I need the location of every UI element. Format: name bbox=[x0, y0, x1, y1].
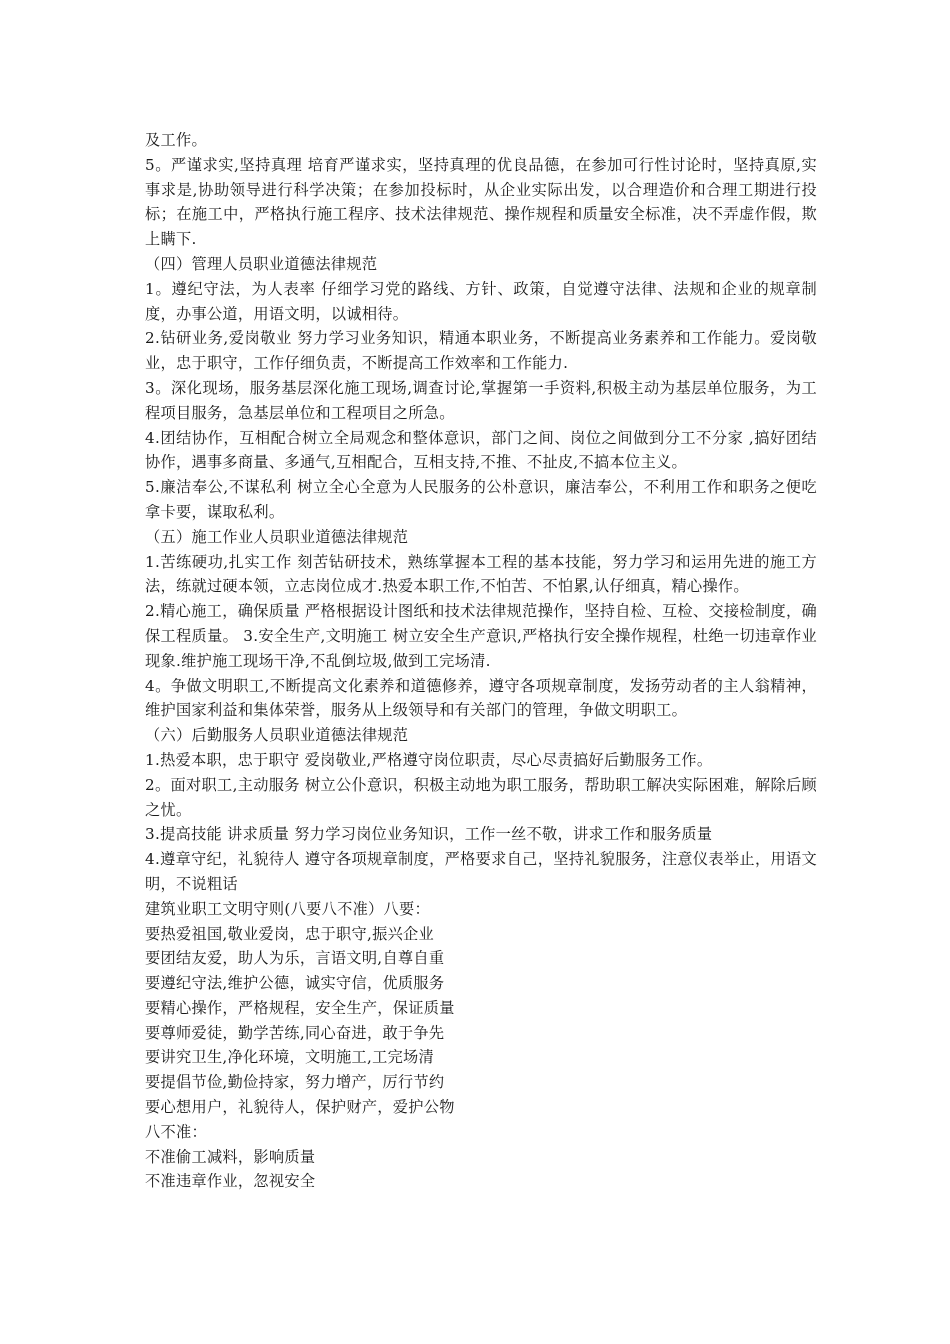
paragraph-item-5-truth: 5。严谨求实,坚持真理 培育严谨求实，坚持真理的优良品德，在参加可行性讨论时，坚持真原,实事求是,协助领导进行科学决策；在参加投标时，从企业实际出发，以合理造价和合理工期进行投标；在施工中，严格执行施工程序、技术法律规范、操作规程和质量安全标准，决不弄虚作假，欺上瞒下. bbox=[145, 155, 817, 249]
paragraph-work-4: 4。争做文明职工,不断提高文化素养和道德修养，遵守各项规章制度，发扬劳动者的主人翁精神，维护国家利益和集体荣誉，服务从上级领导和有关部门的管理，争做文明职工。 bbox=[145, 676, 817, 720]
document-body bbox=[145, 128, 817, 1194]
paragraph-continuation: 及工作。 bbox=[145, 131, 207, 149]
paragraph-mgmt-5: 5.廉洁奉公,不谋私利 树立全心全意为人民服务的公朴意识，廉洁奉公，不利用工作和职务之便吃拿卡要，谋取私利。 bbox=[145, 478, 817, 521]
code-heading: 建筑业职工文明守则(八要八不准）八要： bbox=[145, 899, 430, 918]
list-item-do-8: 要心想用户，礼貌待人，保护财产，爱护公物 bbox=[145, 1098, 455, 1117]
section-heading-5: （五）施工作业人员职业道德法律规范 bbox=[145, 527, 409, 546]
list-item-do-4: 要精心操作，严格规程，安全生产，保证质量 bbox=[145, 998, 455, 1017]
paragraph-service-2: 2。面对职工,主动服务 树立公仆意识，积极主动地为职工服务，帮助职工解决实际困难，解除后顾之忧。 bbox=[145, 775, 817, 819]
list-item-dont-1: 不准偷工减料，影响质量 bbox=[145, 1147, 316, 1166]
list-item-do-3: 要遵纪守法,维护公德，诚实守信，优质服务 bbox=[145, 974, 445, 993]
paragraph-service-3: 3.提高技能 讲求质量 努力学习岗位业务知识，工作一丝不敬，讲求工作和服务质量 bbox=[145, 825, 713, 844]
dont-heading: 八不准： bbox=[145, 1122, 207, 1141]
section-heading-4: （四）管理人员职业道德法律规范 bbox=[145, 254, 378, 273]
list-item-do-1: 要热爱祖国,敬业爱岗，忠于职守,振兴企业 bbox=[145, 924, 435, 943]
paragraph-mgmt-3: 3。深化现场，服务基层深化施工现场,调查讨论,掌握第一手资料,积极主动为基层单位服务，为工程项目服务，急基层单位和工程项目之所急。 bbox=[145, 378, 817, 422]
paragraph-service-4: 4.遵章守纪，礼貌待人 遵守各项规章制度，严格要求自己，坚持礼貌服务，注意仪表举止，用语文明，不说粗话 bbox=[145, 850, 817, 893]
paragraph-work-1: 1.苦练硬功,扎实工作 刻苦钻研技术，熟练掌握本工程的基本技能，努力学习和运用先进的施工方法，练就过硬本领，立志岗位成才.热爱本职工作,不怕苦、不怕累,认仔细真，精心操作。 bbox=[145, 552, 817, 596]
list-item-do-2: 要团结友爱，助人为乐，言语文明,自尊自重 bbox=[145, 949, 445, 968]
paragraph-mgmt-2: 2.钻研业务,爱岗敬业 努力学习业务知识，精通本职业务，不断提高业务素养和工作能力。爱岗敬业，忠于职守，工作仔细负责，不断提高工作效率和工作能力. bbox=[145, 329, 817, 373]
section-heading-6: （六）后勤服务人员职业道德法律规范 bbox=[145, 726, 409, 745]
paragraph-mgmt-1: 1。遵纪守法，为人表率 仔细学习党的路线、方针、政策，自觉遵守法律、法规和企业的规章制度，办事公道，用语文明，以诚相待。 bbox=[145, 279, 817, 323]
paragraph-work-2-3: 2.精心施工，确保质量 严格根据设计图纸和技术法律规范操作，坚持自检、互检、交接检制度，确保工程质量。 3.安全生产,文明施工 树立安全生产意识,严格执行安全操作规程，杜绝一切违章作业现象.维护施工现场干净,不乱倒垃圾,做到工完场清. bbox=[145, 602, 817, 670]
paragraph-mgmt-4: 4.团结协作，互相配合树立全局观念和整体意识，部门之间、岗位之间做到分工不分家 ,搞好团结协作，遇事多商量、多通气,互相配合，互相支持,不推、不扯皮,不搞本位主义。 bbox=[145, 428, 817, 472]
list-item-do-5: 要尊师爱徒，勤学苦练,同心奋进，敢于争先 bbox=[145, 1023, 445, 1042]
list-item-dont-2: 不准违章作业，忽视安全 bbox=[145, 1172, 316, 1191]
list-item-do-6: 要讲究卫生,净化环境，文明施工,工完场清 bbox=[145, 1048, 435, 1067]
list-item-do-7: 要提倡节俭,勤俭持家，努力增产，厉行节约 bbox=[145, 1073, 445, 1092]
paragraph-service-1: 1.热爱本职，忠于职守 爱岗敬业,严格遵守岗位职责，尽心尽责搞好后勤服务工作。 bbox=[145, 750, 713, 769]
